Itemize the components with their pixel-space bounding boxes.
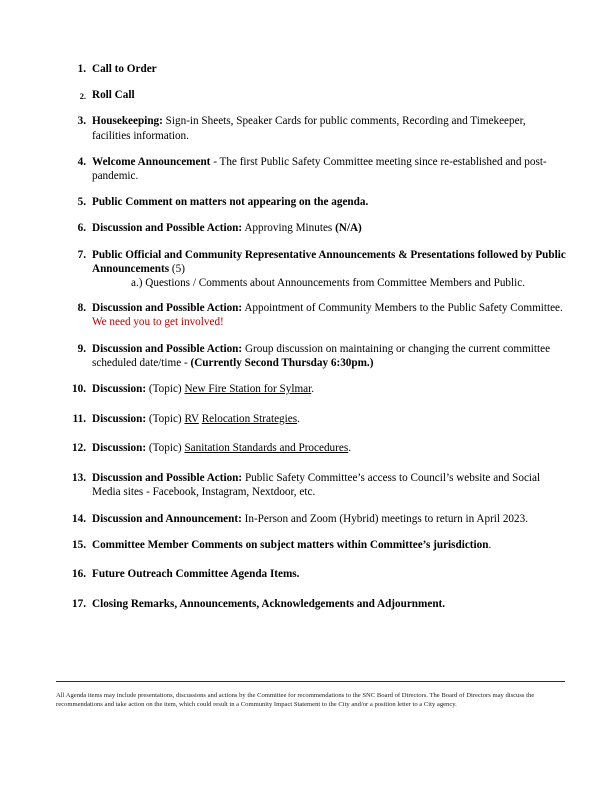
agenda-item-body xyxy=(92,512,566,526)
agenda-item-16 xyxy=(56,567,566,581)
agenda-item-body xyxy=(92,342,566,370)
agenda-item-detail: - The first Public Safety Committee meeting since re-established and post-pandemic. xyxy=(92,155,547,183)
agenda-subitem-7a: a.) Questions / Comments about Announcements from Committee Members and Public. xyxy=(131,277,525,290)
agenda-item-title: Discussion: xyxy=(92,383,147,396)
agenda-item-number: 16. xyxy=(72,568,86,581)
agenda-item-emphasis: (N/A) xyxy=(335,222,362,235)
agenda-item-title: Discussion: xyxy=(92,412,147,425)
agenda-item-body xyxy=(92,155,566,183)
agenda-item-number: 10. xyxy=(72,383,86,396)
agenda-item-title: Discussion and Possible Action: xyxy=(92,342,243,355)
agenda-item-title: Future Outreach Committee Agenda Items. xyxy=(92,568,300,581)
agenda-item-body xyxy=(92,221,566,235)
agenda-item-number: 6. xyxy=(77,222,86,235)
agenda-item-number: 1. xyxy=(77,63,86,75)
agenda-item-emphasis: (Currently Second Thursday 6:30pm.) xyxy=(190,356,374,369)
agenda-item-body xyxy=(92,471,566,499)
agenda-item-title: Discussion: xyxy=(92,442,147,455)
footer-disclaimer: All Agenda items may include presentations, discussions and actions by the Committee for recommendations to the SNC Board of Directors. The Board of Directors may discuss the recommendations and take action on the item, which could result in a Community Impact Statement to the City and/or a position letter to a City agency. xyxy=(56,692,535,708)
agenda-item-title: Committee Member Comments on subject matters within Committee’s jurisdiction xyxy=(92,538,489,551)
agenda-item-5 xyxy=(56,195,566,209)
agenda-item-detail-tail: . xyxy=(297,412,300,425)
agenda-item-title: Call to Order xyxy=(92,63,157,75)
agenda-item-17 xyxy=(56,597,566,611)
agenda-item-number: 4. xyxy=(77,155,86,168)
agenda-item-number: 5. xyxy=(77,196,86,209)
agenda-item-detail: Sign-in Sheets, Speaker Cards for public comments, Recording and Timekeeper, facilities information. xyxy=(92,115,526,142)
agenda-item-number: 15. xyxy=(72,538,86,551)
agenda-item-detail: Public Safety Committee’s access to Council’s website and Social Media sites - Facebook, Instagram, Nextdoor, etc. xyxy=(92,472,541,499)
agenda-item-3 xyxy=(56,114,566,142)
agenda-item-body xyxy=(92,538,566,552)
agenda-item-detail: (Topic) xyxy=(146,442,185,455)
agenda-item-number: 17. xyxy=(72,598,86,611)
agenda-item-11 xyxy=(56,412,566,426)
agenda-item-detail: (Topic) xyxy=(146,383,185,396)
agenda-item-topic: Sanitation Standards and Procedures xyxy=(184,442,349,455)
agenda-item-7 xyxy=(56,248,566,291)
agenda-item-title: Discussion and Possible Action: xyxy=(92,472,243,485)
agenda-item-title: Closing Remarks, Announcements, Acknowledgements and Adjournment. xyxy=(92,598,446,611)
agenda-item-number: 11. xyxy=(72,412,86,425)
agenda-item-title: Discussion and Announcement: xyxy=(92,512,242,525)
agenda-item-number: 3. xyxy=(77,115,86,128)
agenda-item-number: 12. xyxy=(72,442,86,455)
agenda-item-title: Public Official and Community Representative Announcements & Presentations followed by Public Announcements xyxy=(92,248,566,275)
agenda-item-number: 8. xyxy=(77,302,86,315)
agenda-item-topic: New Fire Station for Sylmar xyxy=(184,383,312,396)
agenda-item-body xyxy=(92,248,566,291)
agenda-item-list xyxy=(56,62,566,611)
agenda-item-detail: . xyxy=(488,538,492,551)
agenda-item-title: Public Comment on matters not appearing on the agenda. xyxy=(92,196,369,209)
agenda-item-15 xyxy=(56,538,566,552)
agenda-item-number: 2. xyxy=(79,92,86,102)
agenda-item-body xyxy=(92,597,566,611)
agenda-item-body xyxy=(92,412,566,426)
agenda-item-13 xyxy=(56,471,566,499)
agenda-item-title: Roll Call xyxy=(92,89,135,102)
agenda-item-number: 14. xyxy=(72,512,86,525)
agenda-item-1 xyxy=(56,62,566,76)
agenda-item-topic: RV xyxy=(184,412,199,425)
agenda-item-10 xyxy=(56,382,566,396)
agenda-item-body xyxy=(92,62,566,76)
agenda-item-topic-2: Relocation Strategies xyxy=(201,412,298,425)
agenda-item-body xyxy=(92,441,566,455)
agenda-item-2 xyxy=(56,88,566,102)
agenda-item-detail: (Topic) xyxy=(146,412,185,425)
agenda-item-6 xyxy=(56,221,566,235)
agenda-item-body xyxy=(92,382,566,396)
agenda-item-9 xyxy=(56,342,566,370)
agenda-item-title: Discussion and Possible Action: xyxy=(92,222,243,235)
agenda-item-body xyxy=(92,301,566,329)
agenda-item-number: 13. xyxy=(72,472,86,485)
agenda-item-call-to-action: We need you to get involved! xyxy=(92,316,224,329)
agenda-item-detail: In-Person and Zoom (Hybrid) meetings to return in April 2023. xyxy=(241,512,528,525)
agenda-item-body xyxy=(92,195,566,209)
footer-divider xyxy=(56,681,565,682)
agenda-item-body xyxy=(92,88,566,102)
agenda-item-detail: Group discussion on maintaining or changing the current committee scheduled date/time - xyxy=(92,342,551,369)
agenda-item-body xyxy=(92,567,566,581)
agenda-item-detail: Appointment of Community Members to the Public Safety Committee. xyxy=(242,302,563,315)
agenda-item-12 xyxy=(56,441,566,455)
agenda-item-8 xyxy=(56,301,566,329)
agenda-item-number: 7. xyxy=(77,248,86,261)
agenda-item-4 xyxy=(56,155,566,183)
agenda-item-detail: Approving Minutes xyxy=(242,222,336,235)
agenda-item-14 xyxy=(56,512,566,526)
agenda-item-body xyxy=(92,114,566,142)
agenda-item-detail: (5) xyxy=(169,262,185,275)
agenda-item-title: Welcome Announcement xyxy=(92,155,211,168)
agenda-item-detail-tail: . xyxy=(311,383,315,396)
agenda-item-title: Housekeeping: xyxy=(92,115,163,128)
agenda-item-title: Discussion and Possible Action: xyxy=(92,302,243,315)
agenda-item-detail-tail: . xyxy=(348,442,351,455)
agenda-item-number: 9. xyxy=(77,342,86,355)
